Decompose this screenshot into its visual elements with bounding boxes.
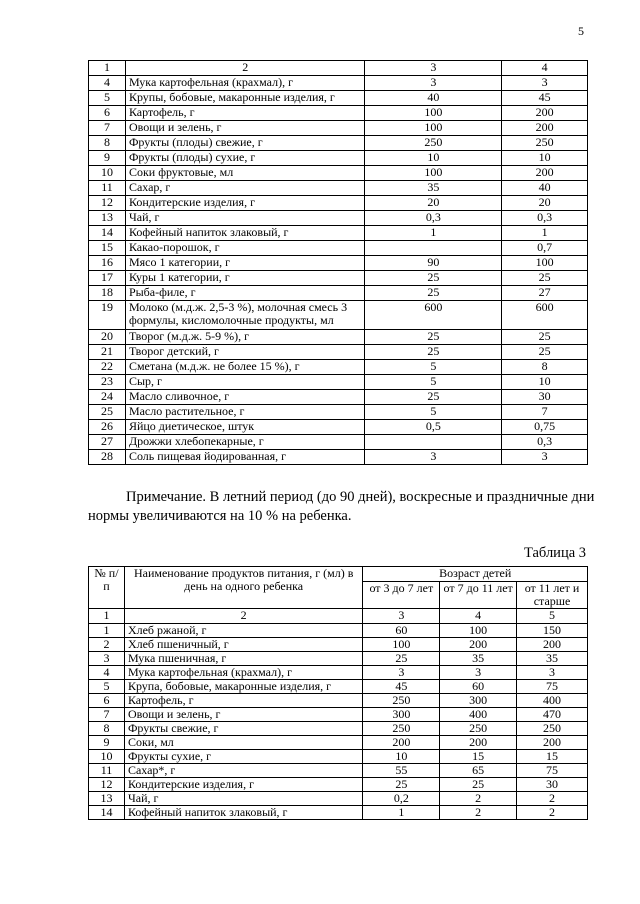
- product-name-cell: Кофейный напиток злаковый, г: [124, 806, 362, 820]
- value-cell: 25: [440, 778, 517, 792]
- row-number-cell: 2: [89, 638, 125, 652]
- header-cell: 5: [517, 609, 588, 624]
- value-cell: 45: [502, 91, 588, 106]
- product-name-cell: Яйцо диетическое, штук: [125, 420, 365, 435]
- value-cell: 25: [365, 271, 502, 286]
- value-cell: 5: [365, 405, 502, 420]
- value-cell: 0,7: [502, 241, 588, 256]
- product-name-cell: Куры 1 категории, г: [125, 271, 365, 286]
- product-name-cell: Крупы, бобовые, макаронные изделия, г: [125, 91, 365, 106]
- value-cell: 3: [502, 76, 588, 91]
- product-name-cell: Чай, г: [124, 792, 362, 806]
- table-row: [89, 345, 588, 360]
- product-name-cell: Овощи и зелень, г: [125, 121, 365, 136]
- table-row: [89, 286, 588, 301]
- product-name-cell: Овощи и зелень, г: [124, 708, 362, 722]
- product-name-cell: Сахар, г: [125, 181, 365, 196]
- value-cell: 0,3: [365, 211, 502, 226]
- value-cell: 250: [365, 136, 502, 151]
- table-row: [89, 435, 588, 450]
- table-row: [89, 420, 588, 435]
- table-row: [89, 91, 588, 106]
- column-header-product: Наименование продуктов питания, г (мл) в день на одного ребенка: [124, 567, 362, 609]
- value-cell: 65: [440, 764, 517, 778]
- column-header-number: № п/п: [89, 567, 125, 609]
- table-row: [89, 694, 588, 708]
- table-row: [89, 624, 588, 638]
- row-number-cell: 10: [89, 166, 126, 181]
- value-cell: 300: [440, 694, 517, 708]
- product-name-cell: Творог (м.д.ж. 5-9 %), г: [125, 330, 365, 345]
- row-number-cell: 28: [89, 450, 126, 465]
- table-row: [89, 390, 588, 405]
- row-number-cell: 27: [89, 435, 126, 450]
- table-row: [89, 196, 588, 211]
- note-paragraph: Примечание. В летний период (до 90 дней), воскресные и праздничные дни нормы увеличиваются на 10 % на ребенка.: [88, 489, 595, 524]
- product-name-cell: Сахар*, г: [124, 764, 362, 778]
- value-cell: 250: [440, 722, 517, 736]
- product-name-cell: Картофель, г: [124, 694, 362, 708]
- row-number-cell: 7: [89, 121, 126, 136]
- value-cell: 3: [363, 666, 440, 680]
- table-row: [89, 256, 588, 271]
- value-cell: 250: [502, 136, 588, 151]
- product-name-cell: Фрукты (плоды) свежие, г: [125, 136, 365, 151]
- table-row: [89, 106, 588, 121]
- value-cell: 8: [502, 360, 588, 375]
- row-number-cell: 11: [89, 764, 125, 778]
- value-cell: 10: [365, 151, 502, 166]
- value-cell: 200: [440, 736, 517, 750]
- value-cell: 15: [517, 750, 588, 764]
- value-cell: 25: [365, 330, 502, 345]
- product-name-cell: Кондитерские изделия, г: [124, 778, 362, 792]
- row-number-cell: 14: [89, 806, 125, 820]
- value-cell: 200: [440, 638, 517, 652]
- value-cell: 200: [502, 166, 588, 181]
- value-cell: 20: [502, 196, 588, 211]
- value-cell: 25: [363, 778, 440, 792]
- value-cell: 25: [365, 345, 502, 360]
- value-cell: 200: [502, 106, 588, 121]
- header-cell: 4: [502, 61, 588, 76]
- product-name-cell: Соль пищевая йодированная, г: [125, 450, 365, 465]
- row-number-cell: 26: [89, 420, 126, 435]
- product-name-cell: Сметана (м.д.ж. не более 15 %), г: [125, 360, 365, 375]
- value-cell: 0,3: [502, 211, 588, 226]
- value-cell: 100: [363, 638, 440, 652]
- value-cell: 250: [517, 722, 588, 736]
- value-cell: 25: [502, 330, 588, 345]
- table-row: [89, 680, 588, 694]
- table-row: [89, 736, 588, 750]
- page-number: 5: [578, 24, 584, 38]
- value-cell: 30: [517, 778, 588, 792]
- row-number-cell: 23: [89, 375, 126, 390]
- value-cell: 100: [365, 166, 502, 181]
- value-cell: 100: [440, 624, 517, 638]
- table-row: [89, 722, 588, 736]
- value-cell: 2: [440, 806, 517, 820]
- value-cell: 60: [440, 680, 517, 694]
- header-cell: 2: [124, 609, 362, 624]
- value-cell: 2: [517, 806, 588, 820]
- table-row: [89, 181, 588, 196]
- norms-table-continued: [88, 60, 588, 465]
- product-name-cell: Крупа, бобовые, макаронные изделия, г: [124, 680, 362, 694]
- value-cell: 0,5: [365, 420, 502, 435]
- row-number-cell: 4: [89, 76, 126, 91]
- value-cell: 200: [517, 638, 588, 652]
- table-row: [89, 778, 588, 792]
- value-cell: 3: [502, 450, 588, 465]
- row-number-cell: 7: [89, 708, 125, 722]
- value-cell: 300: [363, 708, 440, 722]
- value-cell: 7: [502, 405, 588, 420]
- value-cell: 75: [517, 764, 588, 778]
- table-header-row: [89, 567, 588, 582]
- value-cell: 25: [363, 652, 440, 666]
- value-cell: 100: [365, 121, 502, 136]
- value-cell: 25: [365, 286, 502, 301]
- value-cell: 100: [365, 106, 502, 121]
- column-header-age: от 11 лет и старше: [517, 582, 588, 609]
- row-number-cell: 13: [89, 211, 126, 226]
- product-name-cell: Соки, мл: [124, 736, 362, 750]
- value-cell: 150: [517, 624, 588, 638]
- product-name-cell: Рыба-филе, г: [125, 286, 365, 301]
- value-cell: 3: [365, 76, 502, 91]
- product-name-cell: Хлеб пшеничный, г: [124, 638, 362, 652]
- table-row: [89, 638, 588, 652]
- value-cell: 250: [363, 694, 440, 708]
- table-row: [89, 652, 588, 666]
- table-row: [89, 330, 588, 345]
- product-name-cell: Мука картофельная (крахмал), г: [124, 666, 362, 680]
- value-cell: 200: [363, 736, 440, 750]
- product-name-cell: Картофель, г: [125, 106, 365, 121]
- row-number-cell: 5: [89, 680, 125, 694]
- value-cell: 27: [502, 286, 588, 301]
- table-row: [89, 764, 588, 778]
- row-number-cell: 5: [89, 91, 126, 106]
- row-number-cell: 19: [89, 301, 126, 330]
- value-cell: 25: [502, 271, 588, 286]
- row-number-cell: 18: [89, 286, 126, 301]
- row-number-cell: 9: [89, 151, 126, 166]
- product-name-cell: Фрукты свежие, г: [124, 722, 362, 736]
- row-number-cell: 13: [89, 792, 125, 806]
- value-cell: 1: [363, 806, 440, 820]
- value-cell: 470: [517, 708, 588, 722]
- value-cell: 35: [517, 652, 588, 666]
- table-row: [89, 136, 588, 151]
- product-name-cell: Масло растительное, г: [125, 405, 365, 420]
- table-row: [89, 76, 588, 91]
- table-row: [89, 271, 588, 286]
- column-header-age: от 7 до 11 лет: [440, 582, 517, 609]
- product-name-cell: Какао-порошок, г: [125, 241, 365, 256]
- product-name-cell: Фрукты (плоды) сухие, г: [125, 151, 365, 166]
- table-caption: Таблица 3: [524, 545, 587, 561]
- value-cell: 75: [517, 680, 588, 694]
- value-cell: 0,3: [502, 435, 588, 450]
- row-number-cell: 24: [89, 390, 126, 405]
- header-cell: 1: [89, 609, 125, 624]
- product-name-cell: Соки фруктовые, мл: [125, 166, 365, 181]
- value-cell: 1: [502, 226, 588, 241]
- row-number-cell: 12: [89, 778, 125, 792]
- value-cell: 25: [365, 390, 502, 405]
- value-cell: 3: [440, 666, 517, 680]
- value-cell: 600: [365, 301, 502, 330]
- column-numbering-row: [89, 609, 588, 624]
- product-name-cell: Мука картофельная (крахмал), г: [125, 76, 365, 91]
- table-row: [89, 301, 588, 330]
- value-cell: 250: [363, 722, 440, 736]
- value-cell: 0,75: [502, 420, 588, 435]
- table-row: [89, 806, 588, 820]
- value-cell: 100: [502, 256, 588, 271]
- row-number-cell: 14: [89, 226, 126, 241]
- header-cell: 4: [440, 609, 517, 624]
- table-row: [89, 226, 588, 241]
- value-cell: 3: [517, 666, 588, 680]
- table-row: [89, 405, 588, 420]
- row-number-cell: 17: [89, 271, 126, 286]
- row-number-cell: 10: [89, 750, 125, 764]
- value-cell: 45: [363, 680, 440, 694]
- value-cell: 35: [365, 181, 502, 196]
- table-row: [89, 450, 588, 465]
- value-cell: 60: [363, 624, 440, 638]
- product-name-cell: Творог детский, г: [125, 345, 365, 360]
- table-row: [89, 708, 588, 722]
- value-cell: 15: [440, 750, 517, 764]
- header-cell: 2: [125, 61, 365, 76]
- table-row: [89, 666, 588, 680]
- value-cell: 3: [365, 450, 502, 465]
- row-number-cell: 1: [89, 624, 125, 638]
- value-cell: 0,2: [363, 792, 440, 806]
- table-row: [89, 375, 588, 390]
- product-name-cell: Молоко (м.д.ж. 2,5-3 %), молочная смесь 3 формулы, кисломолочные продукты, мл: [125, 301, 365, 330]
- value-cell: 30: [502, 390, 588, 405]
- value-cell: 20: [365, 196, 502, 211]
- row-number-cell: 21: [89, 345, 126, 360]
- value-cell: 10: [363, 750, 440, 764]
- row-number-cell: 25: [89, 405, 126, 420]
- column-header-age: от 3 до 7 лет: [363, 582, 440, 609]
- value-cell: 2: [440, 792, 517, 806]
- column-group-age: Возраст детей: [363, 567, 588, 582]
- value-cell: 40: [365, 91, 502, 106]
- value-cell: 10: [502, 151, 588, 166]
- row-number-cell: 15: [89, 241, 126, 256]
- product-name-cell: Масло сливочное, г: [125, 390, 365, 405]
- row-number-cell: 8: [89, 722, 125, 736]
- value-cell: 600: [502, 301, 588, 330]
- product-name-cell: Фрукты сухие, г: [124, 750, 362, 764]
- value-cell: 40: [502, 181, 588, 196]
- value-cell: 2: [517, 792, 588, 806]
- row-number-cell: 9: [89, 736, 125, 750]
- table-row: [89, 360, 588, 375]
- row-number-cell: 4: [89, 666, 125, 680]
- table-row: [89, 211, 588, 226]
- row-number-cell: 8: [89, 136, 126, 151]
- value-cell: 5: [365, 360, 502, 375]
- value-cell: [365, 241, 502, 256]
- product-name-cell: Мясо 1 категории, г: [125, 256, 365, 271]
- table-row: [89, 151, 588, 166]
- product-name-cell: Чай, г: [125, 211, 365, 226]
- value-cell: 35: [440, 652, 517, 666]
- row-number-cell: 6: [89, 694, 125, 708]
- header-cell: 3: [363, 609, 440, 624]
- row-number-cell: 20: [89, 330, 126, 345]
- table-row: [89, 750, 588, 764]
- row-number-cell: 12: [89, 196, 126, 211]
- value-cell: 1: [365, 226, 502, 241]
- row-number-cell: 11: [89, 181, 126, 196]
- value-cell: 5: [365, 375, 502, 390]
- value-cell: 10: [502, 375, 588, 390]
- value-cell: 200: [517, 736, 588, 750]
- row-number-cell: 3: [89, 652, 125, 666]
- age-norms-table: [88, 566, 588, 820]
- table-row: [89, 792, 588, 806]
- value-cell: 90: [365, 256, 502, 271]
- value-cell: [365, 435, 502, 450]
- row-number-cell: 16: [89, 256, 126, 271]
- value-cell: 400: [517, 694, 588, 708]
- product-name-cell: Дрожжи хлебопекарные, г: [125, 435, 365, 450]
- product-name-cell: Кондитерские изделия, г: [125, 196, 365, 211]
- value-cell: 25: [502, 345, 588, 360]
- value-cell: 400: [440, 708, 517, 722]
- product-name-cell: Мука пшеничная, г: [124, 652, 362, 666]
- row-number-cell: 6: [89, 106, 126, 121]
- product-name-cell: Кофейный напиток злаковый, г: [125, 226, 365, 241]
- value-cell: 200: [502, 121, 588, 136]
- table-row: [89, 121, 588, 136]
- product-name-cell: Хлеб ржаной, г: [124, 624, 362, 638]
- header-cell: 1: [89, 61, 126, 76]
- header-cell: 3: [365, 61, 502, 76]
- table-header-row: [89, 61, 588, 76]
- table-row: [89, 241, 588, 256]
- table-row: [89, 166, 588, 181]
- row-number-cell: 22: [89, 360, 126, 375]
- product-name-cell: Сыр, г: [125, 375, 365, 390]
- value-cell: 55: [363, 764, 440, 778]
